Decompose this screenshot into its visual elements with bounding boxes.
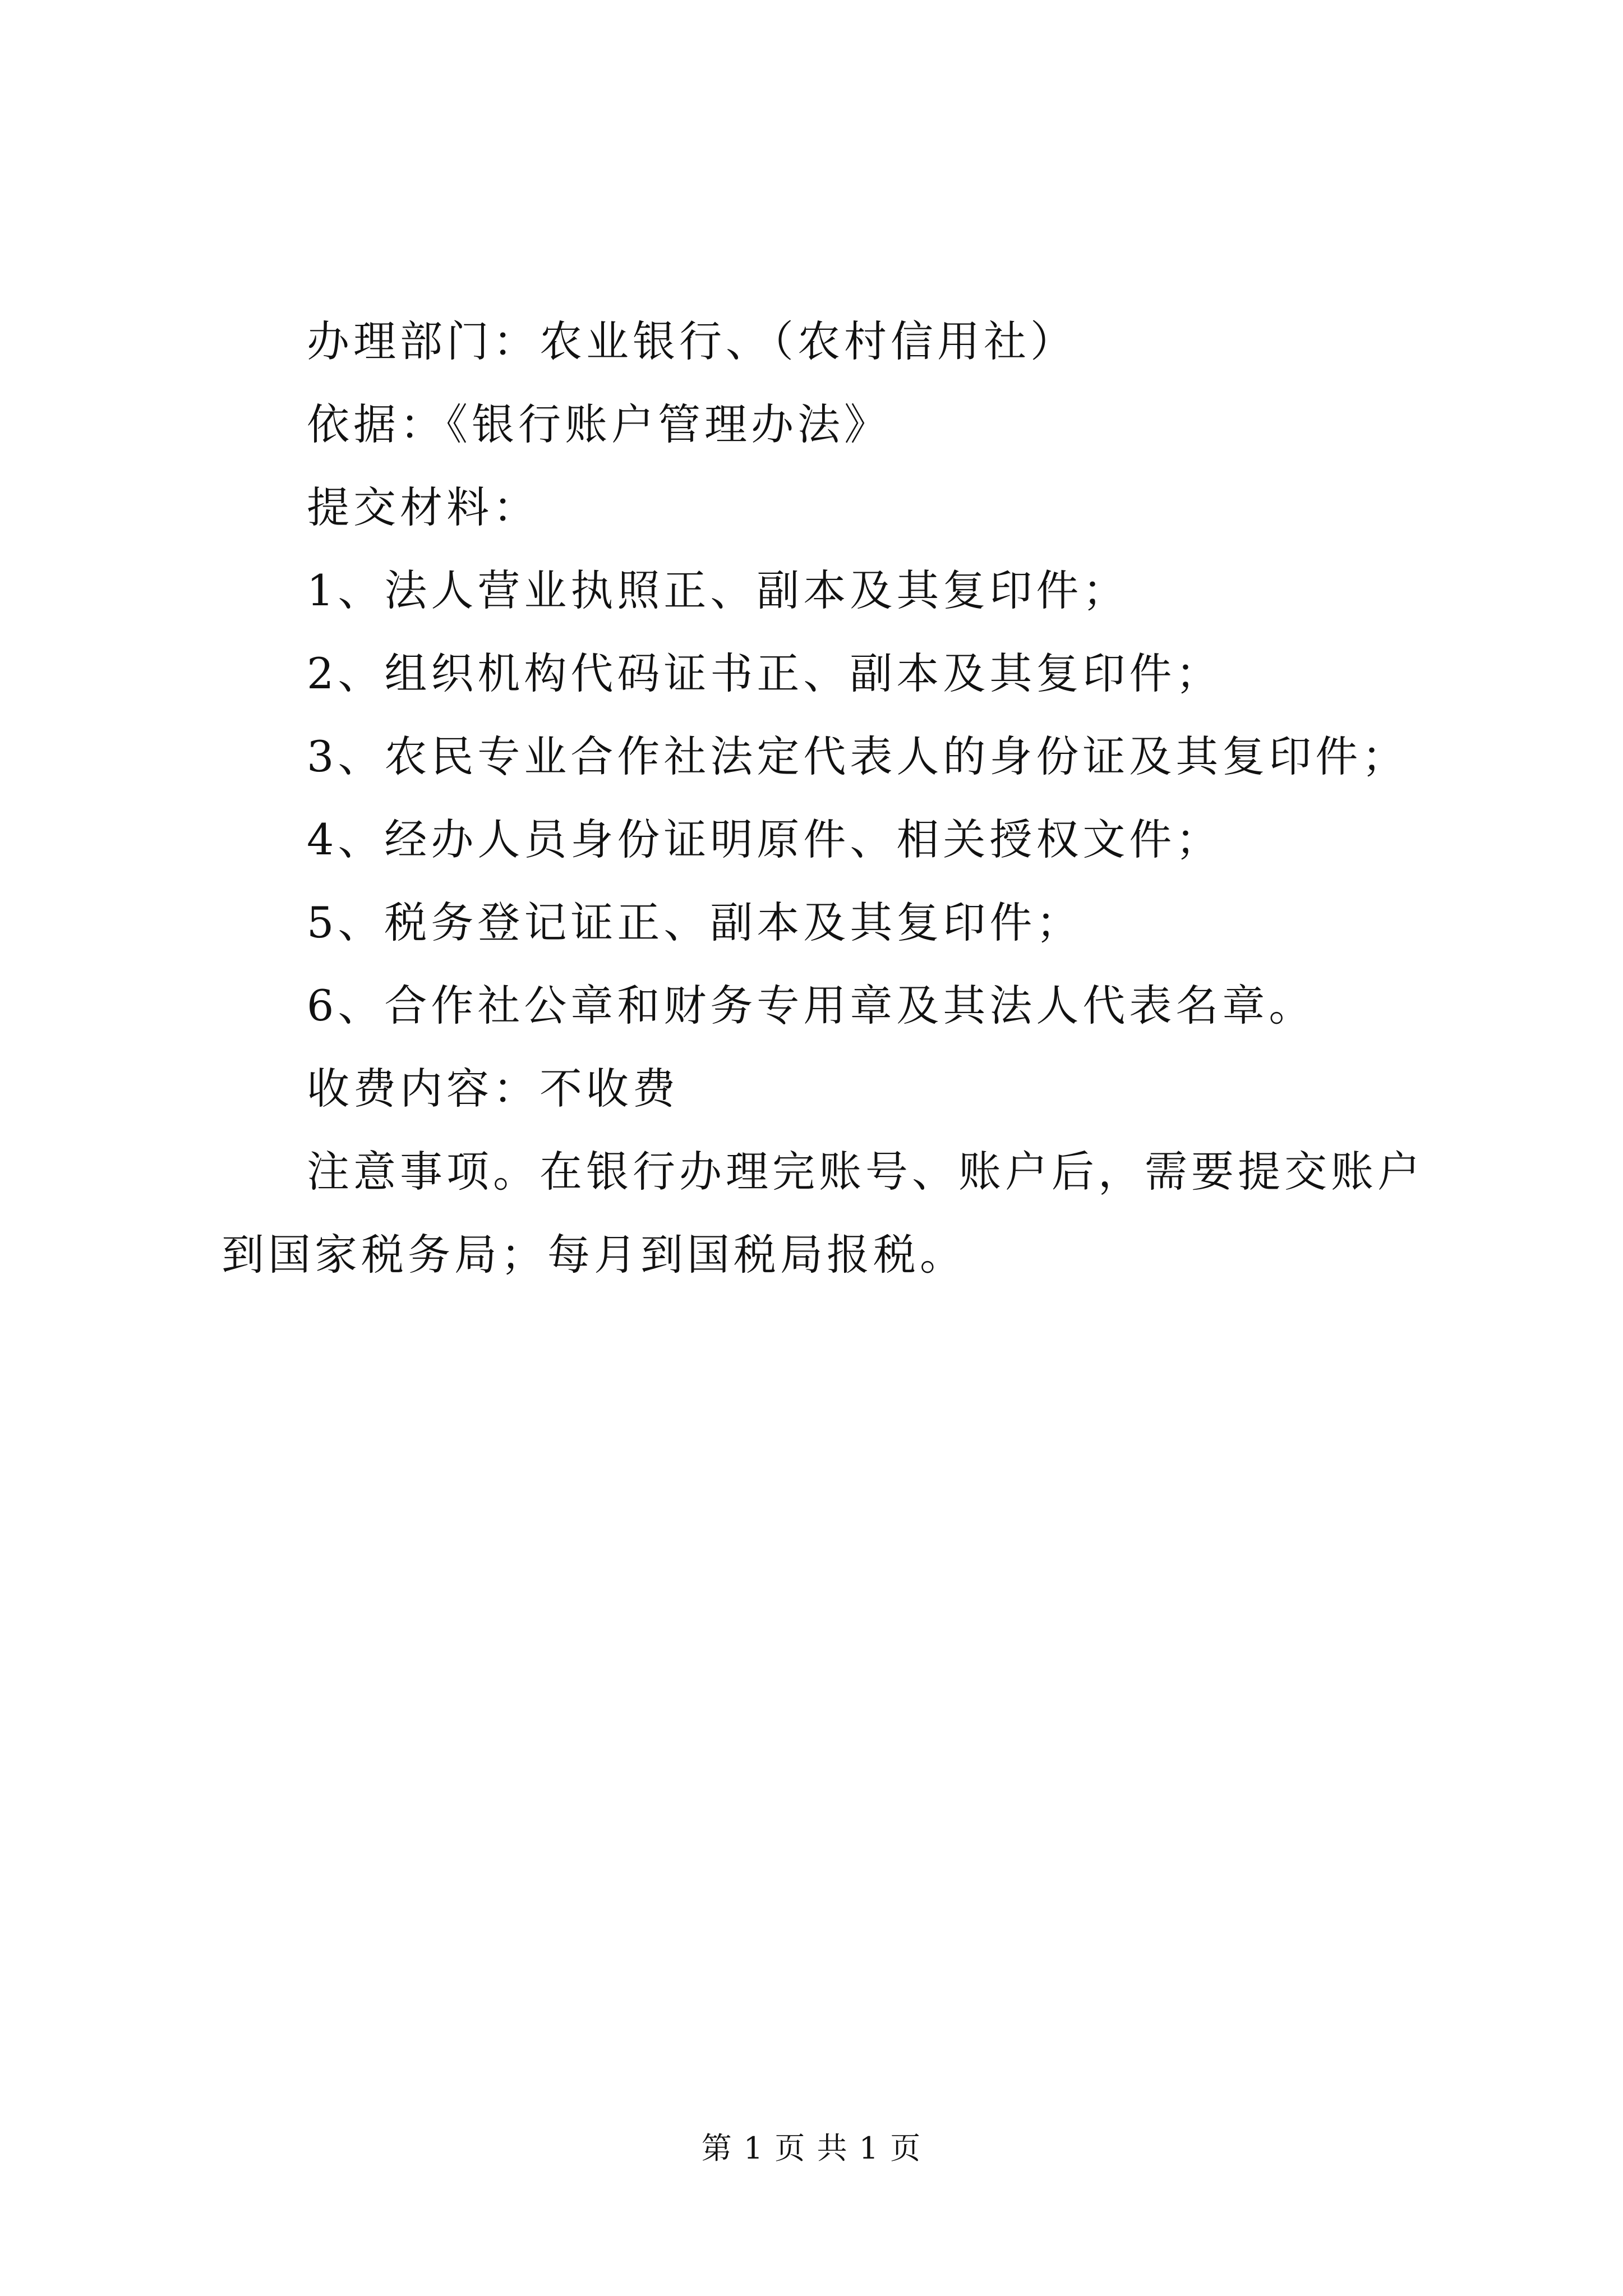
list-item-4: 4、经办人员身份证明原件、相关授权文件；	[307, 815, 1223, 864]
list-item-5: 5、税务登记证正、副本及其复印件；	[307, 898, 1083, 947]
list-item-3: 3、农民专业合作社法定代表人的身份证及其复印件；	[307, 731, 1409, 781]
paragraph-handling-department: 办理部门：农业银行、（农村信用社）	[307, 316, 1077, 366]
paragraph-materials-heading: 提交材料：	[307, 482, 540, 532]
document-body	[222, 300, 1438, 1296]
paragraph-basis: 依据：《银行账户管理办法》	[307, 399, 891, 449]
paragraph-notes: 注意事项。在银行办理完账号、账户后，需要提交账户到国家税务局；每月到国税局报税。	[222, 1147, 1424, 1280]
list-item-1: 1、法人营业执照正、副本及其复印件；	[307, 565, 1129, 615]
list-item-2: 2、组织机构代码证书正、副本及其复印件；	[307, 648, 1223, 698]
list-item-6: 6、合作社公章和财务专用章及其法人代表名章。	[307, 981, 1316, 1030]
paragraph-fees: 收费内容：不收费	[307, 1064, 679, 1114]
page-footer: 第 1 页 共 1 页	[701, 2131, 922, 2166]
